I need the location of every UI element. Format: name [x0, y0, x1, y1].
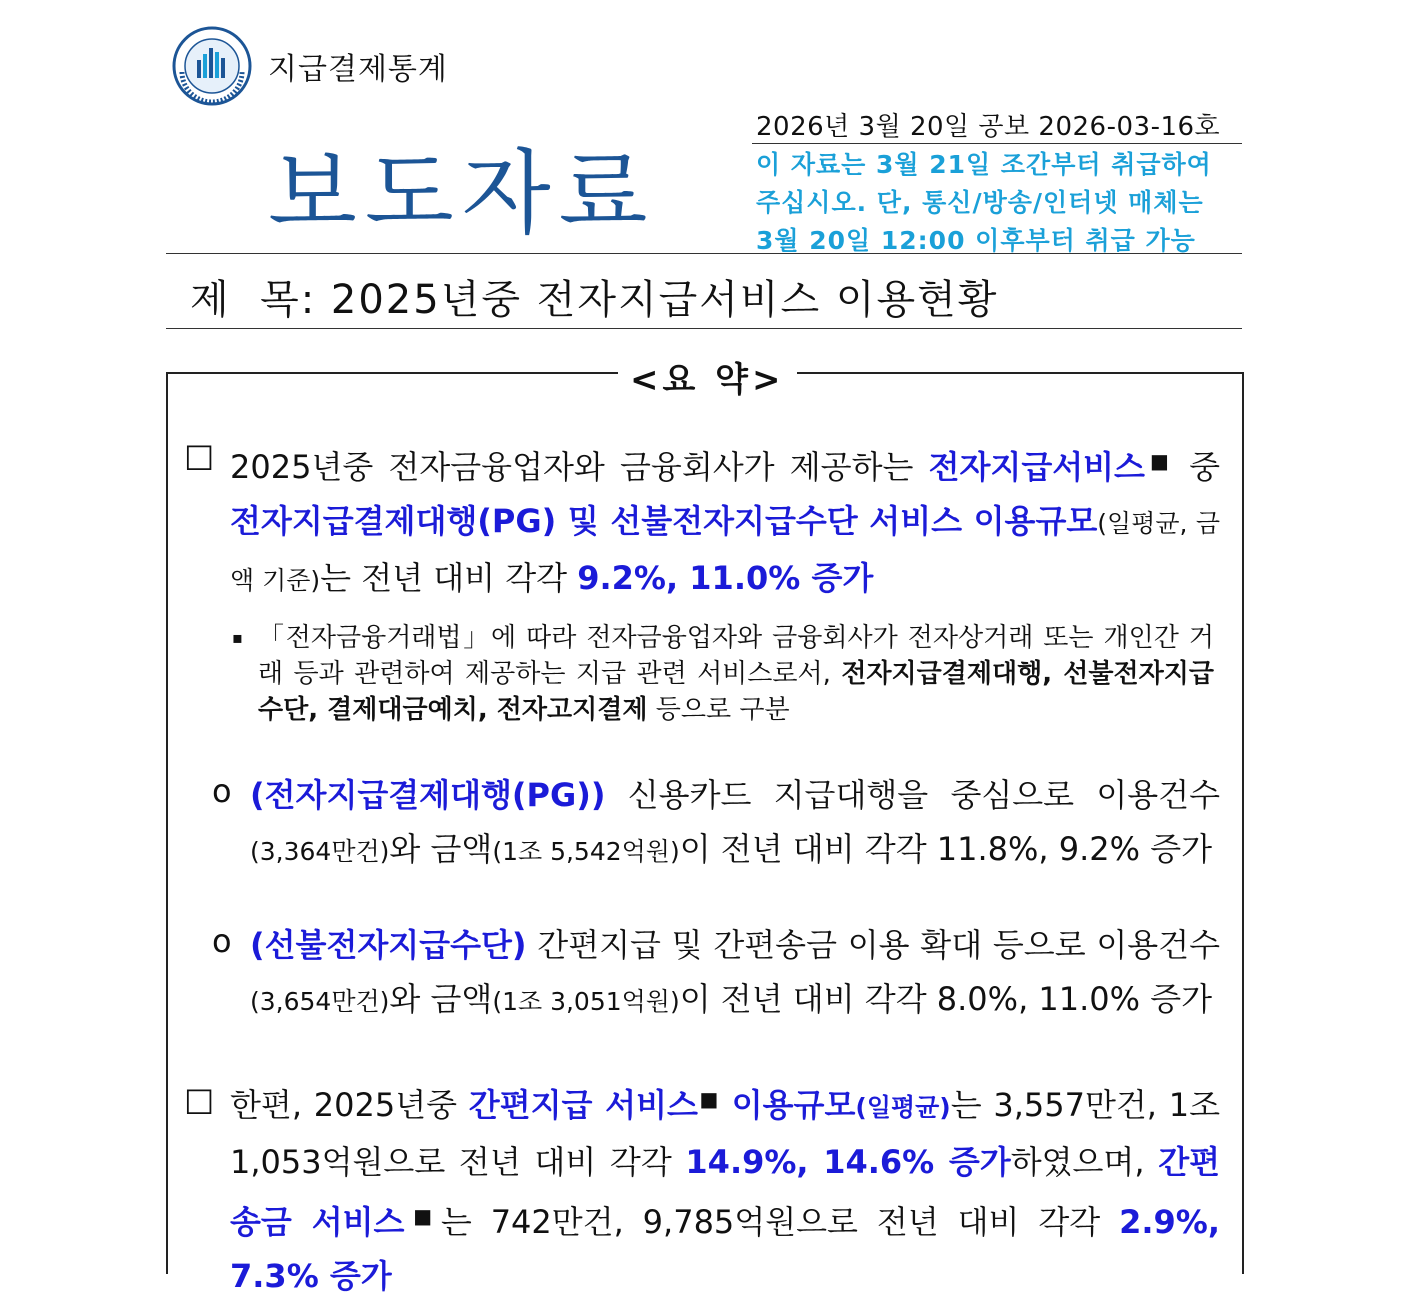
- highlight: 이용규모: [731, 1086, 856, 1124]
- release-info: 2026년 3월 20일 공보 2026-03-16호: [756, 112, 1221, 142]
- circle-bullet: o: [212, 922, 232, 960]
- text: 「전자금융거래법」에 따라 전자금융업자와 금융회사가 전자상거래 또는 개인간 거래 등과 관련하여 제공하는 지급 관련 서비스로서,: [258, 623, 1214, 689]
- text: 와 금액: [389, 980, 493, 1018]
- text: 는 742만건, 9,785억원으로 전년 대비 각각: [440, 1203, 1120, 1241]
- small-text: (1조 5,542억원): [492, 837, 680, 866]
- agency-name: 지급결제통계: [268, 52, 448, 87]
- text: 와 금액: [389, 830, 493, 868]
- highlight: 전자지급결제대행(PG) 및 선불전자지급수단 서비스 이용규모: [230, 502, 1098, 540]
- bold-text: 전자지급결제대행, 선불전자지급수단, 결제대금예치, 전자고지결제: [258, 659, 1214, 725]
- embargo-line: 3월 20일 12:00 이후부터 취급 가능: [756, 226, 1196, 255]
- text: 이 전년 대비 각각 11.8%, 9.2% 증가: [679, 830, 1213, 868]
- checkbox-bullet: □: [184, 1080, 215, 1118]
- footnote-marker: ■: [697, 1087, 720, 1111]
- text: [720, 1086, 732, 1124]
- text: 2025년중 전자금융업자와 금융회사가 제공하는: [230, 448, 929, 486]
- release-divider: [752, 143, 1242, 144]
- summary-paragraph-3: [250, 918, 1220, 1029]
- summary-paragraph-1: [230, 434, 1220, 608]
- embargo-notice: [756, 146, 1242, 260]
- highlight: (선불전자지급수단): [250, 926, 527, 964]
- press-release-title: 보도자료: [268, 140, 656, 247]
- highlight: 전자지급서비스: [928, 448, 1145, 486]
- small-text: (3,364만건): [250, 837, 390, 866]
- highlight: 간편송금 서비스: [230, 1143, 1221, 1241]
- embargo-line: 주십시오. 단, 통신/방송/인터넷 매체는: [756, 188, 1204, 217]
- highlight: 14.9%, 14.6% 증가: [685, 1143, 1011, 1181]
- footnote-marker: ■: [404, 1204, 441, 1228]
- summary-title: <요 약>: [618, 352, 797, 401]
- text: 한편, 2025년중: [230, 1086, 469, 1124]
- summary-paragraph-4: [230, 1072, 1220, 1303]
- small-text: (3,654만건): [250, 987, 390, 1016]
- note-bullet: ▪: [232, 628, 243, 647]
- subject-title: 제 목: 2025년중 전자지급서비스 이용현황: [190, 277, 999, 323]
- statistics-logo: [172, 26, 252, 106]
- text: 는 3,557만건, 1조 1,053억원으로 전년 대비 각각: [230, 1086, 1221, 1181]
- embargo-line: 이 자료는 3월 21일 조간부터 취급하여: [756, 150, 1212, 179]
- highlight: 간편지급 서비스: [468, 1086, 698, 1124]
- summary-paragraph-2: [250, 768, 1220, 879]
- small-text: (1조 3,051억원): [492, 987, 680, 1016]
- highlight: 9.2%, 11.0% 증가: [577, 559, 874, 597]
- small-text: (일평균, 금액 기준): [230, 509, 1221, 595]
- footnote: [258, 620, 1214, 728]
- highlight: 2.9%, 7.3% 증가: [230, 1203, 1221, 1295]
- subject-top-rule: [166, 253, 1242, 254]
- text: 는 전년 대비 각각: [320, 559, 578, 597]
- highlight: (전자지급결제대행(PG)): [250, 776, 606, 814]
- checkbox-bullet: □: [184, 436, 215, 474]
- small-highlight: (일평균): [855, 1093, 951, 1122]
- text: 간편지급 및 간편송금 이용 확대 등으로 이용건수: [526, 926, 1220, 964]
- circle-bullet: o: [212, 772, 232, 810]
- footnote-marker: ■: [1144, 449, 1174, 473]
- text: 이 전년 대비 각각 8.0%, 11.0% 증가: [679, 980, 1213, 1018]
- subject-bottom-rule: [166, 328, 1242, 329]
- text: 신용카드 지급대행을 중심으로 이용건수: [605, 776, 1220, 814]
- text: 중: [1173, 448, 1220, 486]
- text: 등으로 구분: [647, 695, 790, 725]
- text: 하였으며,: [1010, 1143, 1159, 1181]
